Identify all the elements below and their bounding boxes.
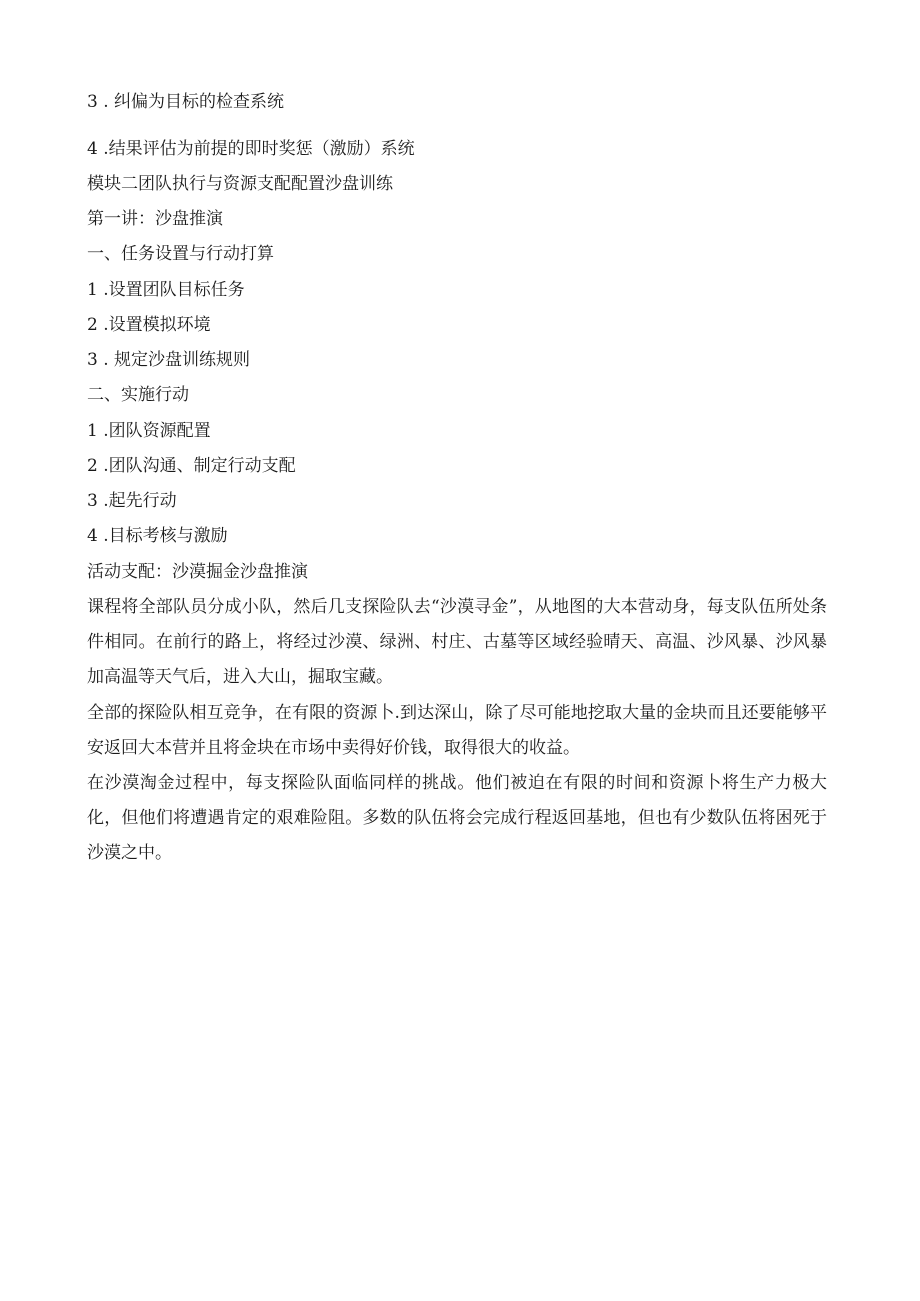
list-item: 3 . 规定沙盘训练规则 <box>87 350 251 370</box>
list-item-check-system: 3 . 纠偏为目标的检查系统 <box>87 92 285 112</box>
list-item: 4 .目标考核与激励 <box>87 526 228 546</box>
body-paragraph-2: 全部的探险队相互竞争，在有限的资源卜.到达深山，除了尽可能地挖取大量的金块而且还要能够平安返回大本营并且将金块在市场中卖得好价钱，取得很大的收益。 <box>87 703 827 758</box>
list-item: 2 .设置模拟环境 <box>87 315 211 335</box>
lecture-heading: 第一讲：沙盘推演 <box>87 209 223 229</box>
list-item: 1 .设置团队目标任务 <box>87 280 245 300</box>
body-paragraph-1: 课程将全部队员分成小队，然后几支探险队去“沙漠寻金”，从地图的大本营动身，每支队伍所处条件相同。在前行的路上，将经过沙漠、绿洲、村庄、古墓等区域经验晴天、高温、沙风暴、沙风暴加高温等天气后，进入大山，掘取宝藏。 <box>87 597 827 687</box>
module-heading: 模块二团队执行与资源支配配置沙盘训练 <box>87 174 393 194</box>
activity-heading: 活动支配：沙漠掘金沙盘推演 <box>87 562 308 582</box>
list-item: 1 .团队资源配置 <box>87 421 211 441</box>
list-item: 2 .团队沟通、制定行动支配 <box>87 456 296 476</box>
list-item-incentive-system: 4 .结果评估为前提的即时奖惩（激励）系统 <box>87 139 415 159</box>
section-heading-2: 二、实施行动 <box>87 385 189 405</box>
list-item: 3 .起先行动 <box>87 491 177 511</box>
section-heading-1: 一、任务设置与行动打算 <box>87 244 274 264</box>
body-paragraph-3: 在沙漠淘金过程中，每支探险队面临同样的挑战。他们被迫在有限的时间和资源卜将生产力极大化，但他们将遭遇肯定的艰难险阻。多数的队伍将会完成行程返回基地，但也有少数队伍将困死于沙漠之中。 <box>87 773 827 863</box>
